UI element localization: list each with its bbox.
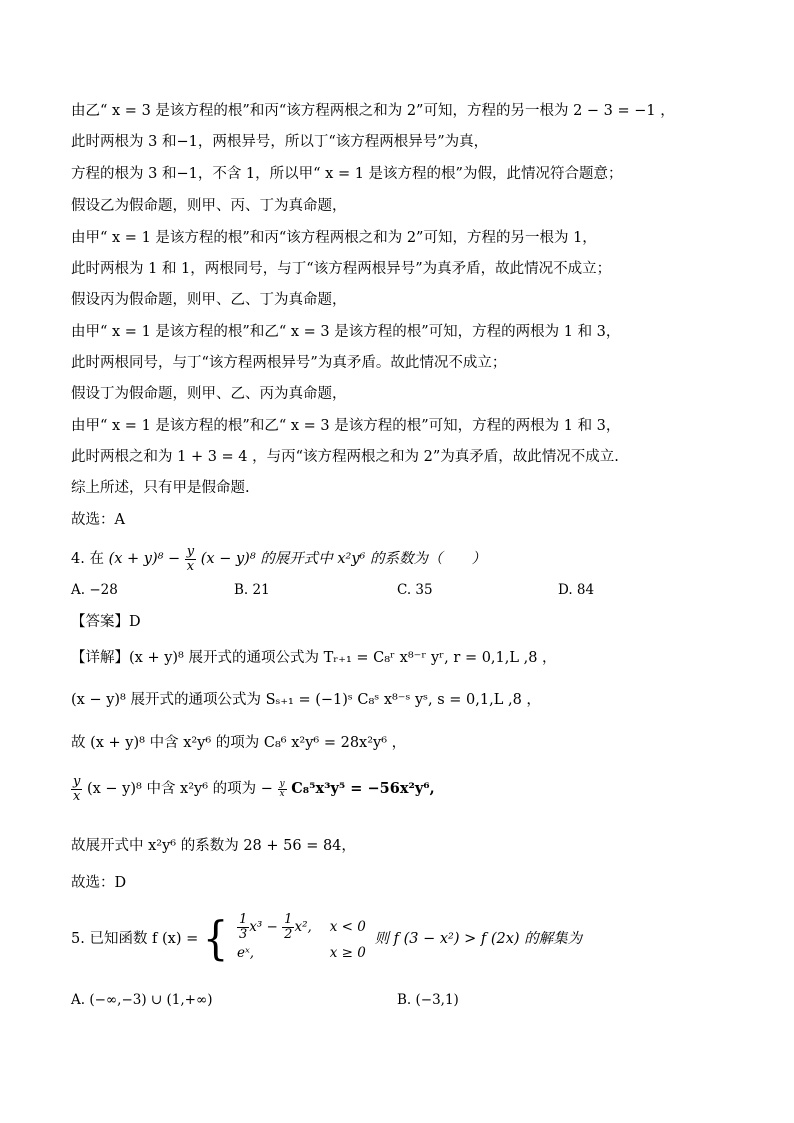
- q4-frac-den: x: [186, 558, 195, 574]
- d4-small-den: x: [279, 788, 285, 799]
- d4-fraction: [71, 775, 82, 804]
- q5-brace-symbol: {: [202, 912, 229, 966]
- detail-line-1: 【详解】(x + y)⁸ 展开式的通项公式为 Tᵣ₊₁ = C₈ʳ x⁸⁻ʳ yʳ, r = 0,1,L ,8 ，: [71, 650, 557, 666]
- solution-line-9: 此时两根同号，与丁“该方程两根异号”为真矛盾。故此情况不成立；: [71, 355, 507, 371]
- q4-fraction: [185, 545, 196, 574]
- detail-line-4: [71, 772, 734, 806]
- q5-option-a: A. (−∞,−3) ∪ (1,+∞): [71, 992, 213, 1008]
- solution-line-12: 此时两根之和为 1 + 3 = 4 ，与丙“该方程两根之和为 2”为真矛盾，故此情况不成立.: [71, 449, 619, 465]
- solution-line-10: 假设丁为假命题，则甲、乙、丙为真命题，: [71, 386, 347, 402]
- solution-line-4: 假设乙为假命题，则甲、丙、丁为真命题，: [71, 198, 347, 214]
- solution-line-3: 方程的根为 3 和−1，不含 1，所以甲“ x = 1 是该方程的根”为假，此情况符合题意；: [71, 166, 623, 182]
- q4-expr-b: (x − y)⁸ 的展开式中 x²y⁶ 的系数为（ ）: [200, 551, 486, 567]
- q4-option-b: B. 21: [234, 582, 270, 598]
- question-4: [71, 542, 734, 576]
- q5-case1-a: x³ −: [249, 919, 278, 935]
- q5-frac-1-num: 1: [238, 912, 248, 927]
- q5-case2-expr: eˣ,: [236, 945, 255, 961]
- q4-option-d: D. 84: [558, 582, 595, 598]
- solution-line-5: 由甲“ x = 1 是该方程的根”和丙“该方程两根之和为 2”可知，方程的另一根为 1，: [71, 230, 597, 246]
- answer-label: 【答案】D: [71, 614, 141, 630]
- solution-line-2: 此时两根为 3 和−1，两根异号，所以丁“该方程两根异号”为真，: [71, 134, 489, 150]
- d4-frac-num: y: [73, 773, 81, 789]
- q5-frac-2-num: 1: [284, 912, 293, 927]
- q5-suffix: 则 f (3 − x²) > f (2x) 的解集为: [374, 931, 583, 947]
- q5-case1-cond: x < 0: [329, 919, 366, 935]
- solution-line-8: 由甲“ x = 1 是该方程的根”和乙“ x = 3 是该方程的根”可知，方程的两根为 1 和 3，: [71, 324, 621, 340]
- q4-expr-a: (x + y)⁸ −: [108, 551, 181, 567]
- detail-line-3: 故 (x + y)⁸ 中含 x²y⁶ 的项为 C₈⁶ x²y⁶ = 28x²y⁶ ，: [71, 735, 407, 751]
- d4-frac-den: x: [73, 788, 81, 804]
- q5-piecewise: [233, 913, 370, 965]
- d4-small-fraction: [278, 780, 287, 799]
- d4-small-num: y: [279, 778, 285, 789]
- q4-frac-num: y: [186, 543, 195, 559]
- q4-option-a: A. −28: [71, 582, 118, 598]
- solution-line-7: 假设丙为假命题，则甲、乙、丁为真命题，: [71, 292, 347, 308]
- q5-frac-1: [237, 913, 249, 942]
- solution-line-1: 由乙“ x = 3 是该方程的根”和丙“该方程两根之和为 2”可知，方程的另一根为 2 − 3 = −1 ，: [71, 103, 675, 119]
- q5-option-b: B. (−3,1): [397, 992, 459, 1008]
- q5-frac-1-den: 3: [238, 927, 248, 942]
- detail-line-5: 故展开式中 x²y⁶ 的系数为 28 + 56 = 84，: [71, 838, 356, 854]
- detail-line-6: 故选：D: [71, 875, 127, 891]
- solution-line-6: 此时两根为 1 和 1，两根同号，与丁“该方程两根异号”为真矛盾，故此情况不成立；: [71, 261, 612, 277]
- d4-text: (x − y)⁸ 中含 x²y⁶ 的项为 −: [86, 781, 273, 797]
- q4-option-c: C. 35: [397, 582, 433, 598]
- solution-line-13: 综上所述，只有甲是假命题.: [71, 480, 250, 496]
- solution-line-14: 故选：A: [71, 512, 125, 528]
- q5-frac-2: [282, 913, 294, 942]
- question-5: [71, 910, 734, 968]
- solution-line-11: 由甲“ x = 1 是该方程的根”和乙“ x = 3 是该方程的根”可知，方程的两根为 1 和 3，: [71, 418, 621, 434]
- q5-prefix: 5. 已知函数 f (x) =: [71, 931, 199, 947]
- d4-result: C₈⁵x³y⁵ = −56x²y⁶,: [291, 780, 435, 797]
- q5-frac-2-den: 2: [284, 927, 293, 942]
- q5-case2-cond: x ≥ 0: [329, 945, 366, 961]
- q4-prefix: 4. 在: [71, 551, 104, 567]
- q5-case1-b: x²,: [294, 919, 312, 935]
- detail-line-2: (x − y)⁸ 展开式的通项公式为 Sₛ₊₁ = (−1)ˢ C₈ˢ x⁸⁻ˢ yˢ, s = 0,1,L ,8 ，: [71, 692, 541, 708]
